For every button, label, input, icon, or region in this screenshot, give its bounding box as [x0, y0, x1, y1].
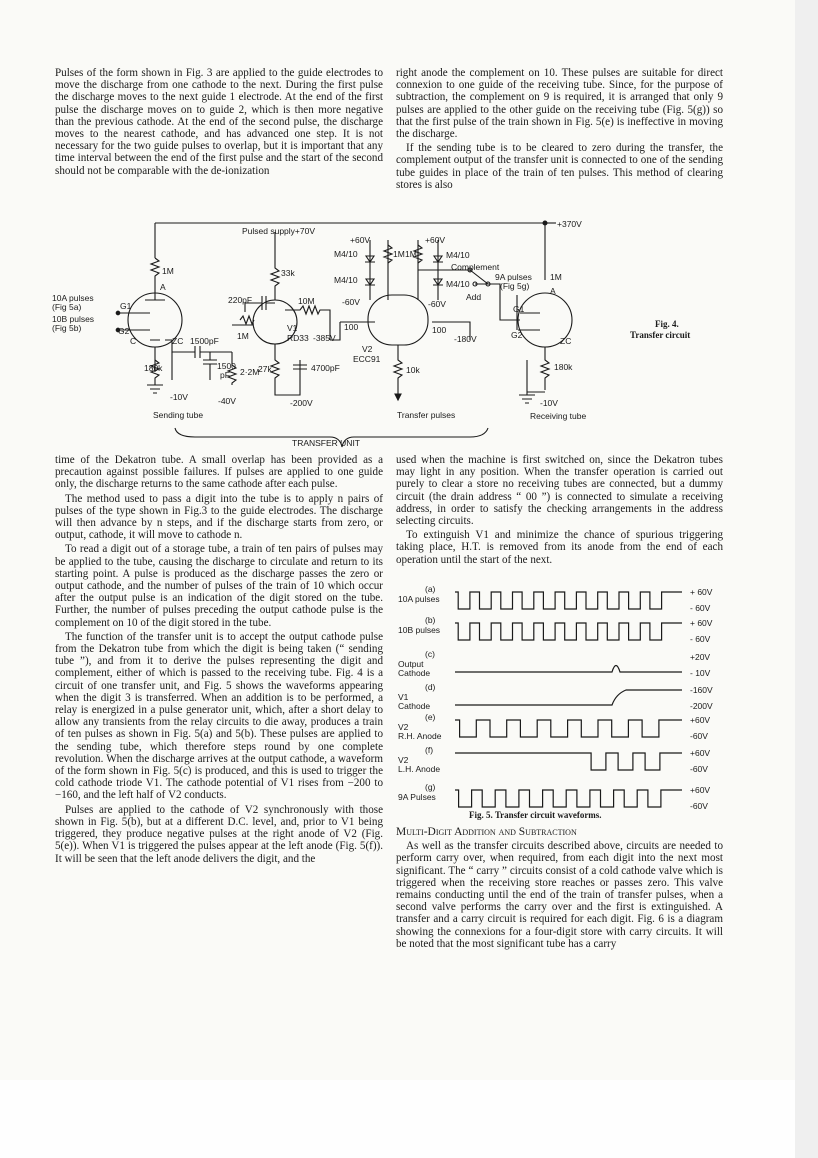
waveform-name-2: R.H. Anode	[398, 731, 442, 741]
waveform-tag: (c)	[425, 649, 435, 659]
label-c220: 220pF	[228, 295, 253, 305]
label-pulsed-supply: Pulsed supply+70V	[242, 226, 316, 236]
waveform-name-2: Cathode	[398, 668, 431, 678]
label-m410c: M4/10	[446, 250, 470, 260]
waveform-trace	[455, 753, 682, 770]
label-r180k-recv: 180k	[554, 362, 573, 372]
waveform-low-level: -60V	[690, 764, 708, 774]
label-g2-recv: G2	[511, 330, 523, 340]
waveform-trace	[455, 666, 682, 673]
label-v2: V2	[362, 344, 373, 354]
label-zc-recv: ZC	[560, 336, 572, 346]
label-r1m-a: 1M	[393, 249, 405, 259]
label-in-b2: (Fig 5b)	[52, 323, 82, 333]
label-m10: -10V	[170, 392, 188, 402]
label-a: A	[160, 282, 166, 292]
label-g1-recv: G1	[513, 304, 525, 314]
label-m385: -385V	[313, 333, 336, 343]
paragraph: used when the machine is first switched on, since the Dekatron tubes may light in any position. When the transfer operation is carried out purely to clear a store no receiving tubes are connected, but a dummy circuit (the drain address “ 00 ”) is connected to simulate a receiving address, in order to satisfy the checking arrangements in the address selecting circuits.	[396, 454, 723, 528]
waveform-tag: (f)	[425, 745, 434, 755]
waveform-low-level: -60V	[690, 731, 708, 741]
waveform-tag: (d)	[425, 682, 436, 692]
label-r22m: 2·2M	[240, 367, 260, 377]
paragraph: The function of the transfer unit is to accept the output cathode pulse from the Dekatron tube from which the digit is being taken (“ sending tube ”), and from it to derive the pulses representing the digit and complement, either of which is passed to the receiving tube. Fig. 4 is a circuit of one transfer unit, and Fig. 5 shows the waveforms appearing when the digit 3 is transferred. When an addition is to be performed, a relay is energized in a pulse generator unit, which, after a short delay to allow any transients from the relay circuits to die away, produces a train of ten pulses as shown in Fig. 5(a) and 5(b). These pulses are applied to the sending tube, which therefore steps round by one complete revolution. When the discharge arrives at the output cathode, a waveform of the form shown in Fig. 5(c) is produced, and this is used to trigger the cold cathode triode V1. The cathode potential of V1 rises from −200 to −160, and the left half of V2 conducts.	[55, 630, 383, 802]
waveform-high-level: + 60V	[690, 587, 713, 597]
label-transfer-pulses: Transfer pulses	[397, 410, 456, 420]
label-m60a: -60V	[342, 297, 360, 307]
label-9a-pulses: 9A pulses	[495, 272, 532, 282]
waveform-name: V1	[398, 692, 409, 702]
label-m410a: M4/10	[334, 249, 358, 259]
waveform-name-2: L.H. Anode	[398, 764, 441, 774]
label-p60a: +60V	[350, 235, 371, 245]
fig5-caption: Fig. 5. Transfer circuit waveforms.	[469, 810, 602, 820]
waveform-tag: (a)	[425, 584, 436, 594]
waveform-tag: (b)	[425, 615, 436, 625]
scan-edge-shadow	[795, 0, 818, 1158]
label-ecc91: ECC91	[353, 354, 381, 364]
waveform-tag: (g)	[425, 782, 436, 792]
label-m60b: -60V	[428, 299, 446, 309]
waveform-high-level: -160V	[690, 685, 713, 695]
label-in-b1: 10B pulses	[52, 314, 95, 324]
label-r1m-grid: 1M	[237, 331, 249, 341]
waveform-trace	[455, 720, 682, 737]
waveform-name: V2	[398, 722, 409, 732]
label-supply: +370V	[557, 219, 582, 229]
waveform-low-level: -200V	[690, 701, 713, 711]
paragraph: Pulses of the form shown in Fig. 3 are applied to the guide electrodes to move the discharge from one cathode to the next. During the first pulse the discharge moves to the next guide 1 electrode. At the end of the first pulse the discharge moves on to guide 2, which is then more negative than the previous cathode. At the end of the second pulse, the discharge moves to the nearest cathode, and has advanced one step. It is not necessary for the two guide pulses to overlap, but it is important that any time interval between the end of the first pulse and the start of the second should not be comparable with the de-ionization	[55, 67, 383, 177]
waveform-name: 9A Pulses	[398, 792, 436, 802]
label-in-a1: 10A pulses	[52, 293, 94, 303]
label-r1m: 1M	[162, 266, 174, 276]
label-pf: pF	[220, 370, 230, 380]
label-m180: -180V	[454, 334, 477, 344]
waveform-name: V2	[398, 755, 409, 765]
waveform-trace	[455, 790, 682, 807]
label-9a-fig: (Fig 5g)	[500, 281, 530, 291]
label-r33k: 33k	[281, 268, 295, 278]
label-g2: G2	[118, 326, 130, 336]
label-complement: Complement	[451, 262, 500, 272]
label-m410b: M4/10	[334, 275, 358, 285]
label-r100a: 100	[344, 322, 359, 332]
waveform-low-level: - 10V	[690, 668, 711, 678]
waveform-low-level: - 60V	[690, 634, 711, 644]
paragraph: right anode the complement on 10. These pulses are suitable for direct connexion to one guide of the receiving tube. Since, for the purpose of subtraction, the complement on 9 is required, it is arranged that only 9 pulses are applied to the other guide on the receiving tube (Fig. 5(g)) so that the first pulse of the train shown in Fig. 5(e) is ineffective in moving the discharge.	[396, 67, 723, 141]
label-receiving-tube: Receiving tube	[530, 411, 587, 421]
label-in-a2: (Fig 5a)	[52, 302, 82, 312]
waveform-tag: (e)	[425, 712, 436, 722]
label-m410d: M4/10	[446, 279, 470, 289]
label-zc: ZC	[172, 336, 184, 346]
label-rd33: RD33	[287, 333, 309, 343]
label-r1m-b: 1M	[405, 249, 417, 259]
label-m10-recv: -10V	[540, 398, 558, 408]
label-m40: -40V	[218, 396, 236, 406]
label-add: Add	[466, 292, 482, 302]
label-transfer-unit: TRANSFER UNIT	[292, 438, 360, 448]
label-r180k: 180k	[144, 363, 163, 373]
fig4-caption-line2: Transfer circuit	[630, 330, 691, 340]
paragraph: Pulses are applied to the cathode of V2 synchronously with those shown in Fig. 5(b), but at a different D.C. level, and, prior to V1 being triggered, they produce negative pulses at the right anode of V2 (Fig. 5(e)). When V1 is triggered the pulses appear at the left anode (Fig. 5(f)). It will be seen that the left anode delivers the digit, and the	[55, 803, 383, 865]
label-r27k: 27k	[258, 364, 272, 374]
label-m200: -200V	[290, 398, 313, 408]
text-column-bottom-right-2	[396, 826, 723, 950]
paragraph: As well as the transfer circuits described above, circuits are needed to perform carry over, when required, from each digit into the next most significant. The “ carry ” circuits consist of a cold cathode valve which is triggered when the receiving store reaches or passes zero. This valve remains conducting until the end of the train of transfer pulses, when a second valve performs the carry over and the first is extinguished. A transfer and a carry circuit is required for each digit. Fig. 6 is a diagram showing the connexions for a four-digit store with carry circuits. It will be noted that the most significant tube has a carry	[396, 840, 723, 950]
waveform-high-level: + 60V	[690, 618, 713, 628]
section-heading: Multi-Digit Addition and Subtraction	[396, 826, 577, 838]
waveform-high-level: +20V	[690, 652, 711, 662]
paragraph: To read a digit out of a storage tube, a train of ten pairs of pulses may be applied to the tube, causing the discharge to circulate and return to its starting point. A pulse is produced as the discharge passes the zero or output cathode, and the number of pulses of the train of 10 which occur after the output pulse is an indication of the digit stored on the tube. Further, the number of pulses preceding the output cathode pulse is the complement on 10 of the digit stored in the tube.	[55, 543, 383, 629]
waveform-name: 10B pulses	[398, 625, 441, 635]
label-c1500a: 1500pF	[190, 336, 219, 346]
paragraph: time of the Dekatron tube. A small overlap has been provided as a precaution against possible failures. If pulses are applied to one guide only, the discharge returns to the same cathode after each pulse.	[55, 454, 383, 491]
label-p60b: +60V	[425, 235, 446, 245]
paragraph: To extinguish V1 and minimize the chance of spurious triggering taking place, H.T. is removed from its anode from the end of each operation until the start of the next.	[396, 529, 723, 566]
waveform-trace	[455, 592, 682, 609]
label-c1500b: 1500	[217, 361, 236, 371]
label-v1: V1	[287, 323, 298, 333]
waveform-trace	[455, 690, 682, 705]
label-sending-tube: Sending tube	[153, 410, 204, 420]
paragraph: The method used to pass a digit into the tube is to apply n pairs of pulses of the type shown in Fig.3 to the guide electrodes. The discharge will then advance by n steps, and if the discharge starts from zero, or output, cathode, it will move to cathode n.	[55, 492, 383, 542]
fig4-caption-line1: Fig. 4.	[655, 319, 679, 329]
waveform-low-level: -60V	[690, 801, 708, 811]
waveform-high-level: +60V	[690, 715, 711, 725]
label-r10m: 10M	[298, 296, 315, 306]
label-c: C	[130, 336, 137, 346]
waveform-name-2: Cathode	[398, 701, 431, 711]
label-a-recv: A	[550, 286, 556, 296]
waveform-trace	[455, 623, 682, 640]
label-c4700: 4700pF	[311, 363, 340, 373]
waveform-low-level: - 60V	[690, 603, 711, 613]
paragraph: If the sending tube is to be cleared to zero during the transfer, the complement output of the transfer unit is connected to one of the sending tube guides in place of the train of ten pulses. This method of clearing stores is also	[396, 142, 723, 191]
waveform-name: 10A pulses	[398, 594, 440, 604]
label-r1m-recv: 1M	[550, 272, 562, 282]
label-r100b: 100	[432, 325, 447, 335]
waveform-high-level: +60V	[690, 748, 711, 758]
waveform-high-level: +60V	[690, 785, 711, 795]
label-g1: G1	[120, 301, 132, 311]
label-r10k: 10k	[406, 365, 420, 375]
waveform-name: Output	[398, 659, 424, 669]
